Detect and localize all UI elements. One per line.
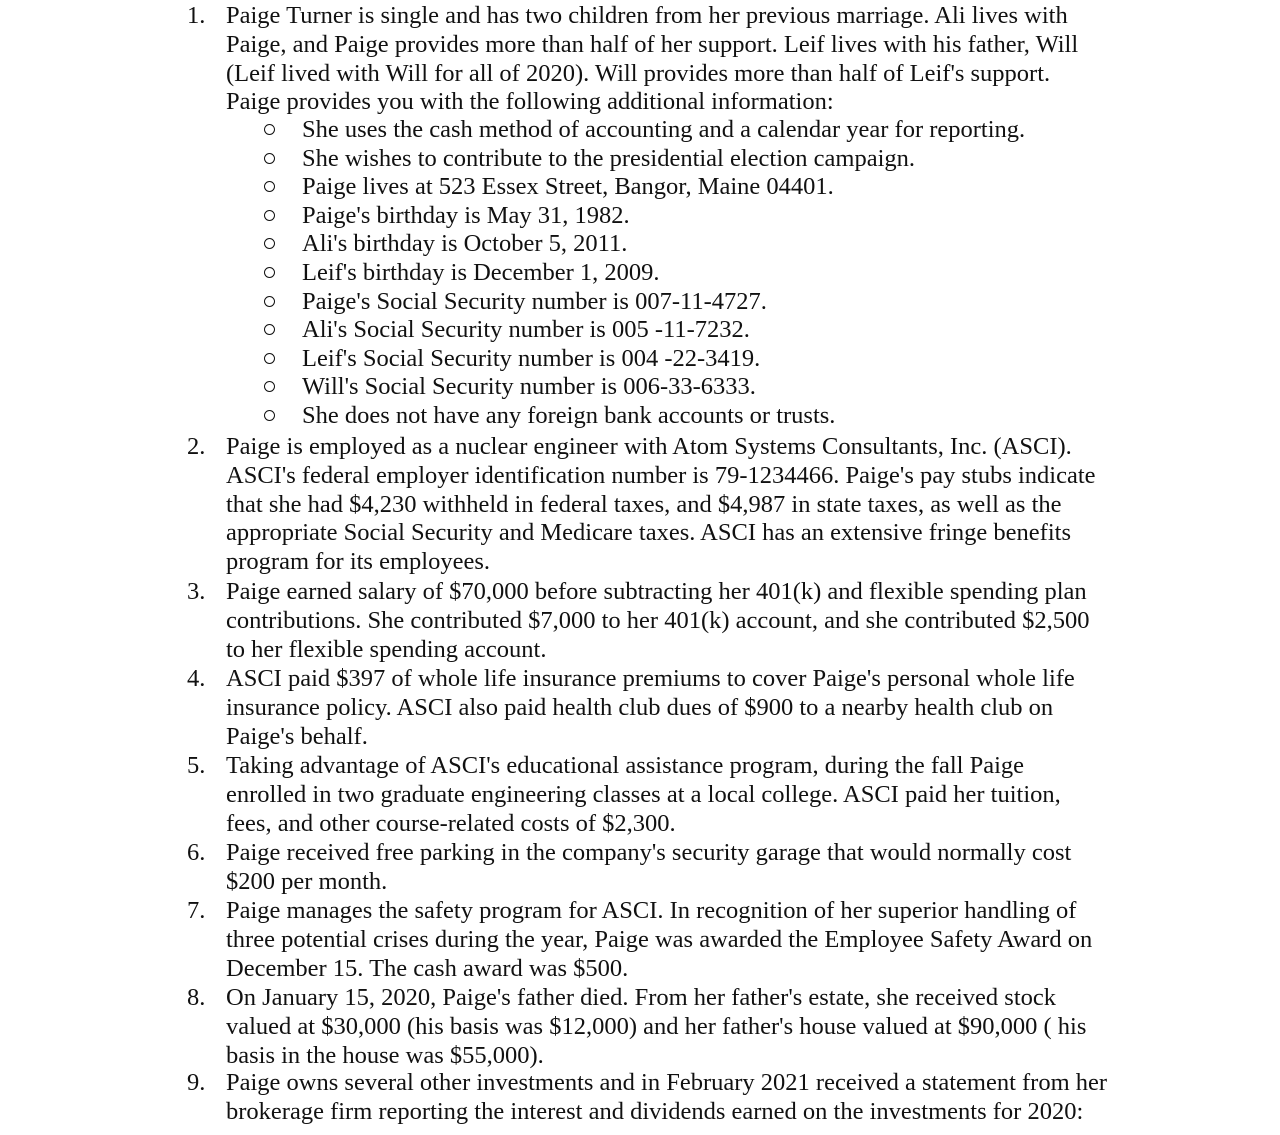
item-line: appropriate Social Security and Medicare taxes. ASCI has an extensive fringe benefits [226, 519, 1071, 547]
hollow-circle-bullet-icon [264, 267, 275, 278]
item-line: ASCI's federal employer identification number is 79-1234466. Paige's pay stubs indicate [226, 461, 1096, 489]
bullet-text: Will's Social Security number is 006-33-6333. [302, 373, 756, 401]
hollow-circle-bullet-icon [264, 181, 275, 192]
bullet-item [264, 402, 1164, 431]
item-line: three potential crises during the year, Paige was awarded the Employee Safety Award on [226, 925, 1093, 953]
bullet-text: She uses the cash method of accounting and a calendar year for reporting. [302, 116, 1026, 143]
item-line: Paige earned salary of $70,000 before subtracting her 401(k) and flexible spending plan [226, 578, 1087, 605]
bullet-text: She wishes to contribute to the presidential election campaign. [302, 144, 916, 172]
bullet-item [264, 288, 1164, 317]
item-text [226, 839, 1146, 897]
bullet-text: Paige lives at 523 Essex Street, Bangor, Maine 04401. [302, 173, 834, 201]
bullet-item [264, 230, 1164, 259]
hollow-circle-bullet-icon [264, 324, 275, 335]
bullet-item [264, 373, 1164, 402]
hollow-circle-bullet-icon [264, 124, 275, 135]
item-number: 2. [187, 433, 206, 460]
item-line: Paige, and Paige provides more than half of her support. Leif lives with his father, Will [226, 30, 1079, 58]
item-number: 1. [187, 2, 206, 29]
hollow-circle-bullet-icon [264, 153, 275, 164]
item-text [226, 752, 1146, 838]
item-text [226, 433, 1146, 577]
item-line: (Leif lived with Will for all of 2020). Will provides more than half of Leif's support. [226, 59, 1051, 87]
bullet-text: Leif's Social Security number is 004 -22-3419. [302, 344, 761, 372]
hollow-circle-bullet-icon [264, 210, 275, 221]
item-line: ASCI paid $397 of whole life insurance premiums to cover Paige's personal whole life [226, 665, 1075, 692]
item-line: to her flexible spending account. [226, 635, 547, 663]
item-line: Paige Turner is single and has two children from her previous marriage. Ali lives with [226, 2, 1068, 29]
item-text [226, 984, 1146, 1070]
item-line: insurance policy. ASCI also paid health club dues of $900 to a nearby health club on [226, 693, 1054, 721]
item-line: valued at $30,000 (his basis was $12,000) and her father's house valued at $90,000 ( his [226, 1012, 1087, 1040]
hollow-circle-bullet-icon [264, 296, 275, 307]
item-number: 7. [187, 897, 206, 924]
item-number: 4. [187, 665, 206, 692]
item-line: On January 15, 2020, Paige's father died. From her father's estate, she received stock [226, 984, 1056, 1011]
item-line: fees, and other course-related costs of $2,300. [226, 809, 676, 837]
hollow-circle-bullet-icon [264, 238, 275, 249]
item-text [226, 1069, 1146, 1127]
item-line: Paige owns several other investments and in February 2021 received a statement from her [226, 1069, 1108, 1096]
item-line: Taking advantage of ASCI's educational assistance program, during the fall Paige [226, 752, 1025, 779]
bullet-text: She does not have any foreign bank accounts or trusts. [302, 402, 836, 429]
bullet-text: Leif's birthday is December 1, 2009. [302, 259, 660, 286]
item-line: Paige's behalf. [226, 722, 368, 750]
bullet-item [264, 259, 1164, 288]
bullet-item [264, 116, 1164, 145]
item-line: Paige manages the safety program for ASCI. In recognition of her superior handling of [226, 897, 1077, 924]
bullet-item [264, 145, 1164, 174]
item-number: 3. [187, 578, 206, 605]
bullet-text: Ali's Social Security number is 005 -11-7232. [302, 316, 750, 344]
item-text [226, 897, 1146, 983]
item-number: 5. [187, 752, 206, 779]
bullet-text: Ali's birthday is October 5, 2011. [302, 230, 628, 258]
hollow-circle-bullet-icon [264, 381, 275, 392]
item-line: basis in the house was $55,000). [226, 1041, 544, 1069]
item-line: Paige is employed as a nuclear engineer with Atom Systems Consultants, Inc. (ASCI). [226, 433, 1072, 460]
item-line: that she had $4,230 withheld in federal taxes, and $4,987 in state taxes, as well as the [226, 490, 1062, 518]
hollow-circle-bullet-icon [264, 353, 275, 364]
item-text [226, 665, 1146, 751]
item-line: Paige provides you with the following additional information: [226, 88, 834, 116]
bullet-item [264, 202, 1164, 231]
item-number: 6. [187, 839, 206, 866]
item-line: enrolled in two graduate engineering classes at a local college. ASCI paid her tuition, [226, 780, 1061, 808]
hollow-circle-bullet-icon [264, 410, 275, 421]
item-number: 8. [187, 984, 206, 1011]
bullet-item [264, 345, 1164, 374]
item-text [226, 578, 1146, 664]
item-line: Paige received free parking in the company's security garage that would normally cost [226, 839, 1072, 866]
item-number: 9. [187, 1069, 206, 1096]
item-line: $200 per month. [226, 867, 388, 895]
item-line: program for its employees. [226, 548, 490, 576]
bullet-text: Paige's birthday is May 31, 1982. [302, 201, 630, 229]
item-line: contributions. She contributed $7,000 to her 401(k) account, and she contributed $2,500 [226, 606, 1090, 634]
item-line: brokerage firm reporting the interest and dividends earned on the investments for 2020: [226, 1097, 1084, 1125]
bullet-item [264, 316, 1164, 345]
bullet-text: Paige's Social Security number is 007-11-4727. [302, 287, 767, 315]
bullet-item [264, 173, 1164, 202]
item-text [226, 2, 1146, 117]
item-line: December 15. The cash award was $500. [226, 954, 629, 982]
